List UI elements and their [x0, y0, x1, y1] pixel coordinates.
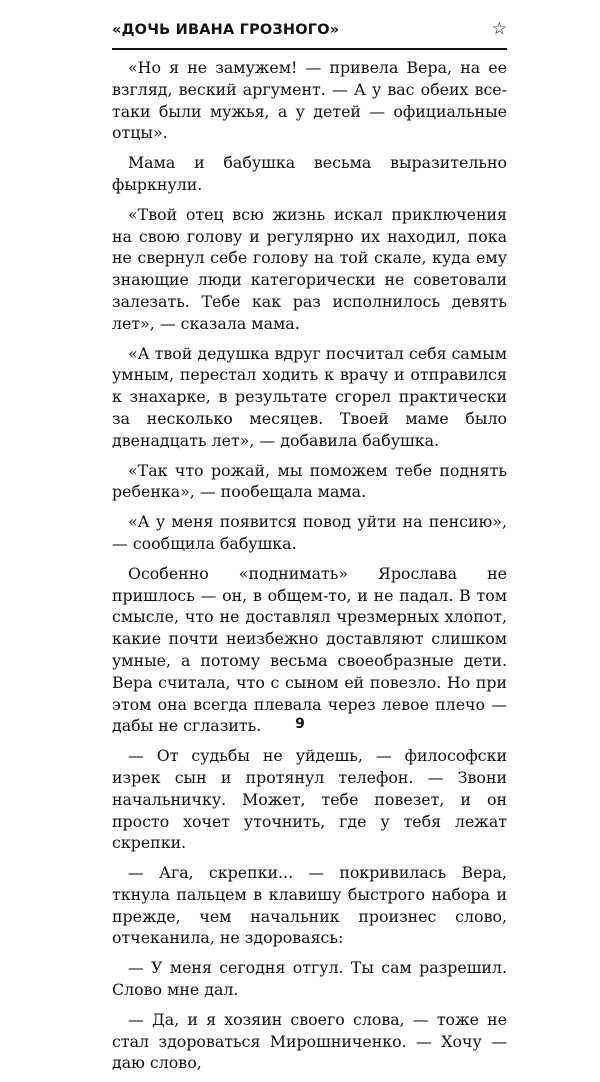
paragraph: Мама и бабушка весьма выразительно фыркнули. — [112, 153, 507, 194]
running-header-title: «ДОЧЬ ИВАНА ГРОЗНОГО» — [112, 22, 340, 38]
page-body — [112, 57, 507, 1082]
paragraph: — У меня сегодня отгул. Ты сам разрешил. Слово мне дал. — [112, 958, 507, 1000]
paragraph: — Да, и я хозяин своего слова, — тоже не стал здороваться Мирошниченко. — Хочу — даю слово, — [112, 1009, 507, 1073]
paragraph: «А твой дедушка вдруг посчитал себя самым умным, перестал ходить к врачу и отправился к знахарке, в результате сгорел практически за несколько месяцев. Твоей маме было двенадцать лет», — добавила бабушка. — [112, 343, 507, 450]
header-rule-divider — [112, 48, 507, 50]
paragraph: «Твой отец всю жизнь искал приключения на свою голову и регулярно их находил, пока не свернул себе голову на той скале, куда ему знающие люди категорически не советовали залезать. Тебе как раз исполнилось девять лет», — сказала мама. — [112, 204, 507, 333]
paragraph: «Так что рожай, мы поможем тебе поднять ребенка», — пообещала мама. — [112, 460, 507, 502]
paragraph: — От судьбы не уйдешь, — философски изрек сын и протянул телефон. — Звони начальничку. Может, тебе повезет, и он просто хочет уточнить, где у тебя лежат скрепки. — [112, 746, 507, 853]
paragraph: — Ага, скрепки... — покривилась Вера, ткнула пальцем в клавишу быстрого набора и прежде, чем начальник произнес слово, отчеканила, не здороваясь: — [112, 863, 507, 948]
paragraph: «Но я не замужем! — привела Вера, на ее взгляд, веский аргумент. — А у вас обеих все-таки были мужья, а у детей — официальные отцы». — [112, 58, 507, 143]
paragraph: «А у меня появится повод уйти на пенсию», — сообщила бабушка. — [112, 512, 507, 553]
page-number: 9 — [295, 716, 305, 732]
paragraph: Особенно «поднимать» Ярослава не пришлось — он, в общем-то, и не падал. В том смысле, что не доставлял чрезмерных хлопот, какие почти неизбежно доставляют слишком умные, а потому весьма своеобразные дети. Вера считала, что с сыном ей повезло. Но при этом она всегда плевала через левое плечо — дабы не сглазить. — [112, 563, 507, 736]
running-header — [112, 19, 507, 46]
star-icon: ☆ — [491, 19, 507, 39]
